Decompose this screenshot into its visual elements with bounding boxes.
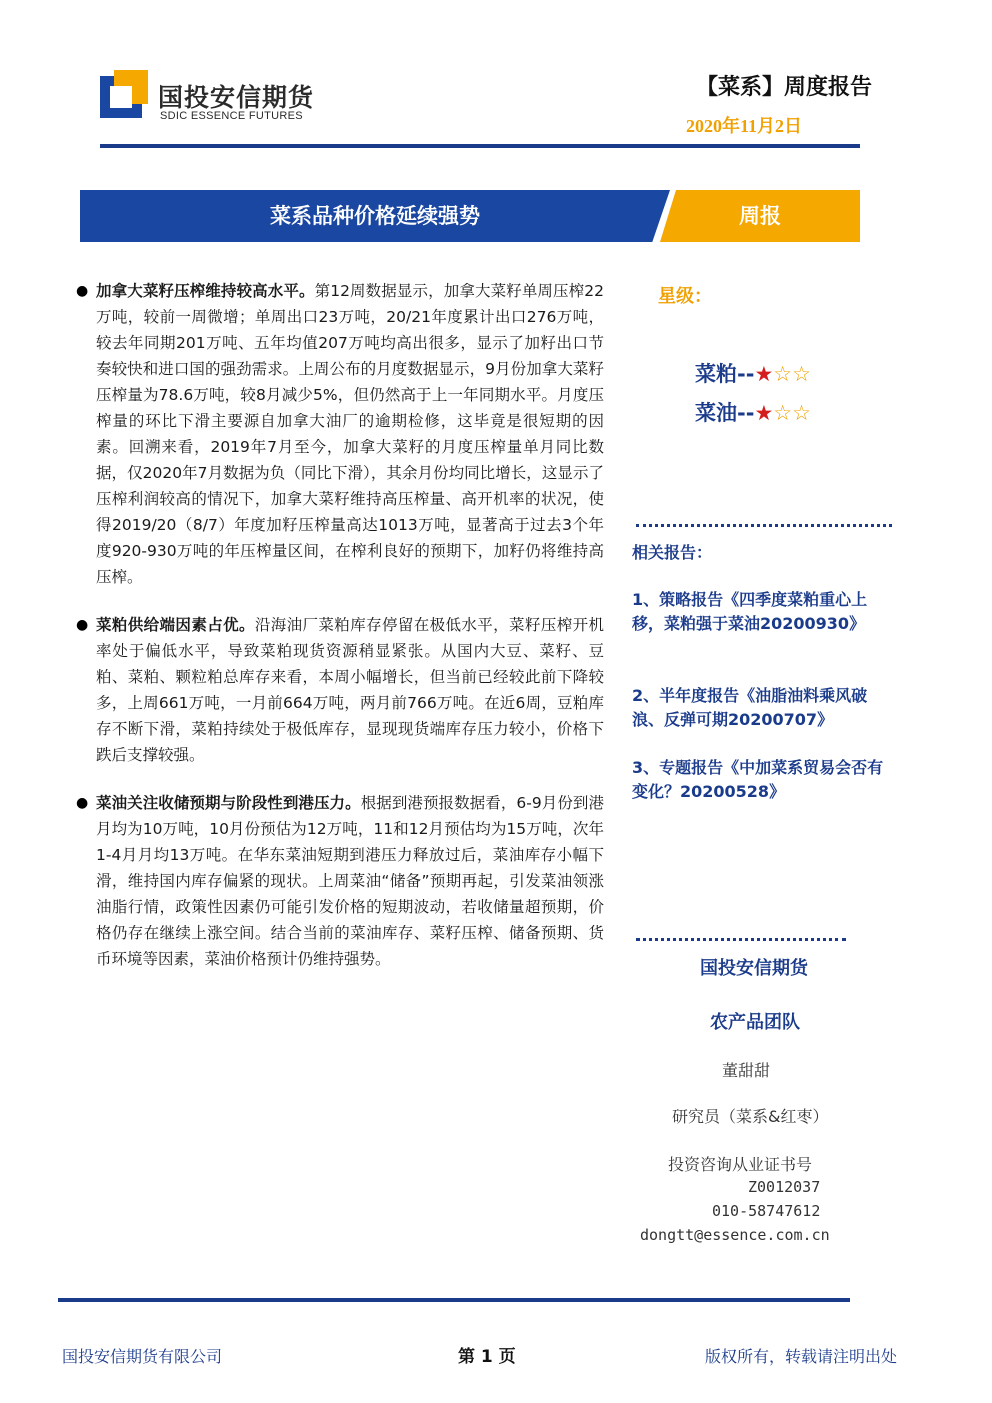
paragraph-lead: 加拿大菜籽压榨维持较高水平。 <box>96 282 315 300</box>
sidebar-divider <box>636 938 846 941</box>
rating-label: 星级： <box>658 286 712 307</box>
report-type: 【菜系】周度报告 <box>695 75 872 100</box>
paragraph-body: 沿海油厂菜粕库存停留在极低水平，菜籽压榨开机率处于偏低水平，导致菜粕现货资源稍显紧张。从国内大豆、菜籽、豆粕、菜粕、颗粒粕总库存来看，本周小幅增长，但当前已经较此前下降较多，上周661万吨，一月前664万吨，两月前766万吨。在近6周，豆粕库存不断下滑，菜粕持续处于极低库存，显现现货端库存压力较小，价格下跌后支撑较强。 <box>96 616 604 764</box>
cert-label: 投资咨询从业证书号 <box>668 1155 813 1174</box>
rating-row-meal <box>695 358 811 388</box>
cert-number: Z0012037 <box>748 1178 821 1196</box>
main-content <box>74 278 604 994</box>
related-reports-title: 相关报告： <box>632 543 713 562</box>
paragraph-lead: 菜粕供给端因素占优。 <box>96 616 255 634</box>
related-report-link[interactable]: 2、半年度报告《油脂油料乘风破浪、反弹可期20200707》 <box>632 686 868 729</box>
footer-company: 国投安信期货有限公司 <box>62 1347 223 1366</box>
report-date: 2020年11月2日 <box>686 116 803 136</box>
logo-cn-text: 国投安信期货 <box>158 83 315 112</box>
star-filled-icon: ★ <box>754 362 774 386</box>
team-name: 农产品团队 <box>710 1012 800 1033</box>
star-empty-icon: ☆☆ <box>773 401 811 425</box>
analyst-role: 研究员（菜系&红枣） <box>672 1107 829 1126</box>
footer-divider <box>58 1298 850 1302</box>
related-report-link[interactable]: 1、策略报告《四季度菜粕重心上移，菜粕强于菜油20200930》 <box>632 590 868 633</box>
page-number: 第 1 页 <box>458 1347 516 1367</box>
bullet-icon: ● <box>76 617 89 633</box>
paragraph-canola-crush <box>74 278 604 590</box>
paragraph-oil-outlook <box>74 790 604 972</box>
star-empty-icon: ☆☆ <box>773 362 811 386</box>
email-link[interactable]: dongtt@essence.com.cn <box>640 1226 830 1244</box>
paragraph-body: 第12周数据显示，加拿大菜籽单周压榨22万吨，较前一周微增；单周出口23万吨，20/21年度累计出口276万吨，较去年同期201万吨、五年均值207万吨均高出很多，显示了加籽出口节奏较快和进口国的强劲需求。上周公布的月度数据显示，9月份加拿大菜籽压榨量为78.6万吨，较8月减少5%，但仍然高于上一年同期水平。月度压榨量的环比下滑主要源自加拿大油厂的逾期检修，这毕竟是很短期的因素。回溯来看，2019年7月至今，加拿大菜籽的月度压榨量单月同比数据，仅2020年7月数据为负（同比下滑），其余月份均同比增长，这显示了压榨利润较高的情况下，加拿大菜籽维持高压榨量、高开机率的状况，使得2019/20（8/7）年度加籽压榨量高达1013万吨，显著高于过去3个年度920-930万吨的年压榨量区间，在榨利良好的预期下，加籽仍将维持高压榨。 <box>96 282 604 586</box>
paragraph-body: 根据到港预报数据看，6-9月份到港月均为10万吨，10月份预估为12万吨，11和12月预估均为15万吨，次年1-4月月均13万吨。在华东菜油短期到港压力释放过后，菜油库存小幅下滑，维持国内库存偏紧的现状。上周菜油“储备”预期再起，引发菜油领涨油脂行情，政策性因素仍可能引发价格的短期波动，若收储量超预期，价格仍存在继续上涨空间。结合当前的菜油库存、菜籽压榨、储备预期、货币环境等因素，菜油价格预计仍维持强势。 <box>96 794 604 968</box>
footer-copyright: 版权所有，转载请注明出处 <box>705 1347 898 1366</box>
bullet-icon: ● <box>76 283 89 299</box>
header-divider <box>100 144 860 148</box>
report-tag: 周报 <box>739 204 781 228</box>
rating-row-oil <box>695 397 811 427</box>
related-report-link[interactable]: 3、专题报告《中加菜系贸易会否有变化？20200528》 <box>632 758 884 801</box>
paragraph-lead: 菜油关注收储预期与阶段性到港压力。 <box>96 794 361 812</box>
analyst-name: 董甜甜 <box>722 1061 771 1080</box>
company-logo-icon <box>100 70 148 118</box>
report-title: 菜系品种价格延续强势 <box>270 204 480 228</box>
sidebar-divider <box>636 524 892 527</box>
bullet-icon: ● <box>76 795 89 811</box>
rating-name: 菜粕 <box>695 362 737 386</box>
paragraph-meal-supply <box>74 612 604 768</box>
team-org: 国投安信期货 <box>700 958 808 979</box>
rating-name: 菜油 <box>695 401 737 425</box>
rating-separator: -- <box>737 362 755 386</box>
star-filled-icon: ★ <box>754 401 774 425</box>
rating-separator: -- <box>737 401 755 425</box>
logo-en-text: SDIC ESSENCE FUTURES <box>160 110 303 122</box>
phone-number: 010-58747612 <box>712 1202 821 1220</box>
